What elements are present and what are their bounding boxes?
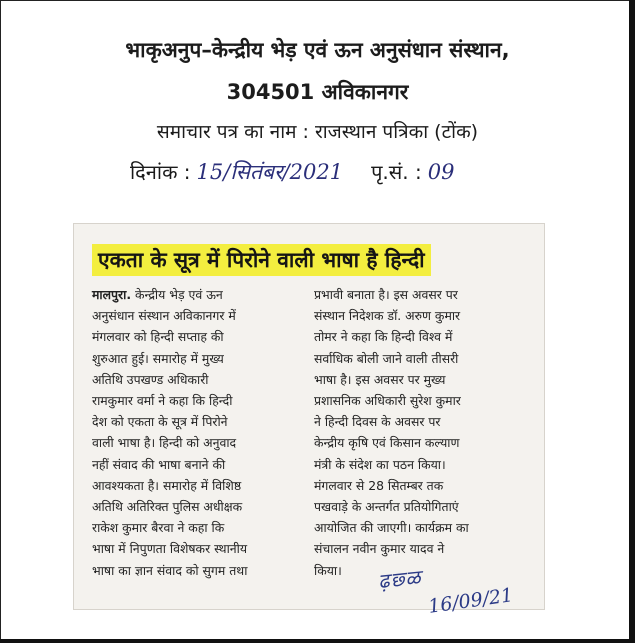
article-line: मंत्री के संदेश का पठन किया। [314, 456, 446, 472]
article-line: मंगलवार को हिन्दी सप्ताह की [92, 329, 224, 345]
article-line: आवश्यकता है। समारोह में विशिष्ठ [92, 477, 242, 493]
newspaper-name: समाचार पत्र का नाम : राजस्थान पत्रिका (टोंक) [156, 121, 479, 143]
article-line: भाषा का ज्ञान संवाद को सुगम तथा [92, 562, 248, 578]
date-label: दिनांक : [130, 160, 191, 184]
article-line: वाली भाषा है। हिन्दी को अनुवाद [92, 435, 237, 451]
scan-edge-bottom [0, 639, 635, 643]
article-line [92, 284, 304, 305]
handwritten-signature: ढ़छ्ळ [376, 564, 423, 594]
dateline [130, 158, 455, 186]
article-line: प्रशासनिक अधिकारी सुरेश कुमार [314, 393, 461, 409]
article-line: तोमर ने कहा कि हिन्दी विश्व में [314, 329, 453, 345]
institute-name: भाकृअनुप–केन्द्रीय भेड़ एवं ऊन अनुसंधान संस्थान, [125, 38, 510, 62]
article-line: संचालन नवीन कुमार यादव ने [314, 541, 445, 557]
article-line: मंगलवार से 28 सितम्बर तक [314, 477, 444, 493]
article-line: अतिथि अतिरिक्त पुलिस अधीक्षक [92, 499, 243, 515]
newspaper-clipping [74, 224, 544, 609]
handwritten-date: 16/09/21 [426, 584, 515, 618]
article-line: केन्द्रीय कृषि एवं किसान कल्याण [314, 435, 460, 451]
article-line: पखवाड़े के अन्तर्गत प्रतियोगिताएं [314, 499, 459, 515]
article-text: केन्द्रीय भेड़ एवं ऊन [131, 287, 223, 302]
article-line: किया। [314, 562, 342, 578]
dateline-place: मालपुरा. [92, 287, 132, 302]
article-line: अनुसंधान संस्थान अविकानगर में [92, 308, 236, 324]
article-line: अतिथि उपखण्ड अधिकारी [92, 371, 209, 387]
article-line: रामकुमार वर्मा ने कहा कि हिन्दी [92, 393, 233, 409]
article-line: प्रभावी बनाता है। इस अवसर पर [314, 287, 458, 302]
article-line: देश को एकता के सूत्र में पिरोने [92, 414, 228, 430]
article-column-right [314, 284, 526, 581]
date-value: 15/सितंबर/2021 [196, 160, 344, 184]
article-line: भाषा में निपुणता विशेषकर स्थानीय [92, 541, 248, 557]
article-column-left [92, 284, 304, 581]
page-number-value: 09 [427, 160, 455, 184]
page-number-label: पृ.सं. : [371, 160, 422, 184]
article-line: भाषा है। इस अवसर पर मुख्य [314, 371, 446, 387]
article-line: सर्वाधिक बोली जाने वाली तीसरी [314, 350, 459, 366]
institute-address: 304501 अविकानगर [226, 80, 409, 104]
article-line: ने हिन्दी दिवस के अवसर पर [314, 414, 441, 430]
article-headline: एकता के सूत्र में पिरोने वाली भाषा है हिन्दी [92, 244, 431, 276]
article-line: शुरुआत हुई। समारोह में मुख्य [92, 350, 224, 366]
article-line: राकेश कुमार बैरवा ने कहा कि [92, 520, 225, 536]
article-line: आयोजित की जाएगी। कार्यक्रम का [314, 520, 469, 536]
article-line: नहीं संवाद की भाषा बनाने की [92, 456, 226, 472]
article-line: संस्थान निदेशक डॉ. अरुण कुमार [314, 308, 461, 324]
